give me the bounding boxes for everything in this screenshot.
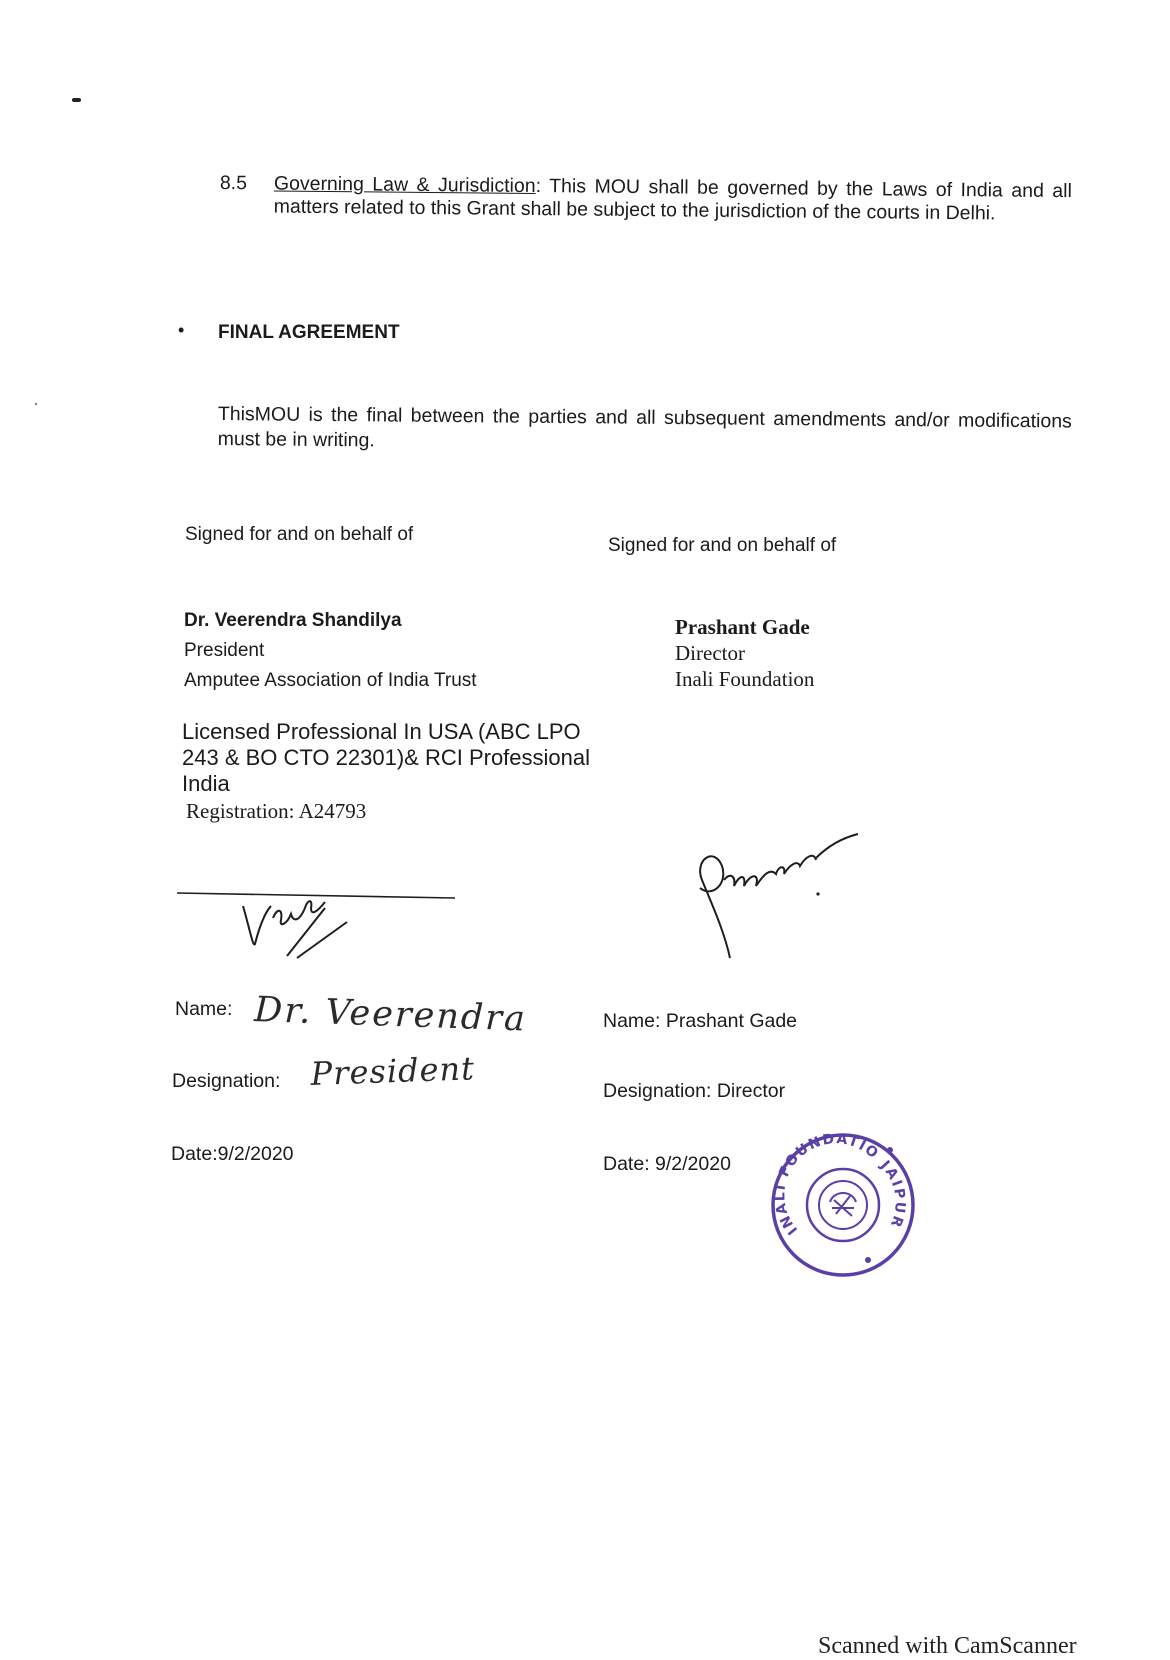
- right-date: Date: 9/2/2020: [603, 1153, 731, 1175]
- license-details: Licensed Professional In USA (ABC LPO 243 & BO CTO 22301)& RCI Professional India: [182, 719, 591, 796]
- clause-body: [274, 173, 1072, 227]
- right-signatory-title: Director: [675, 641, 745, 665]
- clause-number: 8.5: [219, 172, 248, 195]
- page-mark: [72, 98, 81, 102]
- final-agreement-heading: FINAL AGREEMENT: [218, 322, 400, 343]
- left-signatory-name: Dr. Veerendra Shandilya: [184, 610, 402, 631]
- left-name-label: Name:: [175, 998, 233, 1020]
- final-agreement-text: ThisMOU is the final between the parties and all subsequent amendments and/or modifications must be in writing.: [217, 402, 1072, 452]
- left-signatory-block: [184, 606, 477, 696]
- left-date: Date:9/2/2020: [171, 1143, 294, 1165]
- scan-speck: [35, 403, 37, 405]
- registration-number: Registration: A24793: [186, 799, 367, 823]
- right-signatory-block: [675, 614, 814, 692]
- bullet-icon: •: [178, 320, 185, 340]
- left-designation-label: Designation:: [172, 1070, 281, 1092]
- right-designation-field: Designation: Director: [603, 1080, 786, 1102]
- seal-text-top: INALI FOUNDATIO: [772, 1131, 882, 1238]
- left-name-handwritten: Dr. Veerendra: [253, 990, 528, 1040]
- clause-text: : This MOU shall be governed by the Laws of India and all matters related to this Grant shall be subject to the jurisdiction of the courts in Delhi.: [273, 175, 1072, 225]
- right-signatory-organization: Inali Foundation: [675, 667, 815, 691]
- clause-8-5: [220, 172, 1072, 226]
- left-signature: [175, 878, 475, 973]
- clause-title: Governing Law & Jurisdiction: [273, 172, 536, 198]
- left-signatory-organization: Amputee Association of India Trust: [184, 670, 477, 691]
- left-signed-for: Signed for and on behalf of: [185, 524, 414, 545]
- right-signed-for: Signed for and on behalf of: [608, 535, 837, 556]
- left-signatory-title: President: [184, 640, 265, 661]
- left-designation-handwritten: President: [310, 1049, 476, 1093]
- seal-text-right: JAIPUR: [877, 1157, 909, 1231]
- right-signature: [680, 830, 880, 965]
- right-name-field: Name: Prashant Gade: [603, 1010, 798, 1032]
- scanner-watermark: Scanned with CamScanner: [818, 1633, 1077, 1659]
- organization-seal: [768, 1130, 918, 1285]
- right-signatory-name: Prashant Gade: [675, 615, 810, 639]
